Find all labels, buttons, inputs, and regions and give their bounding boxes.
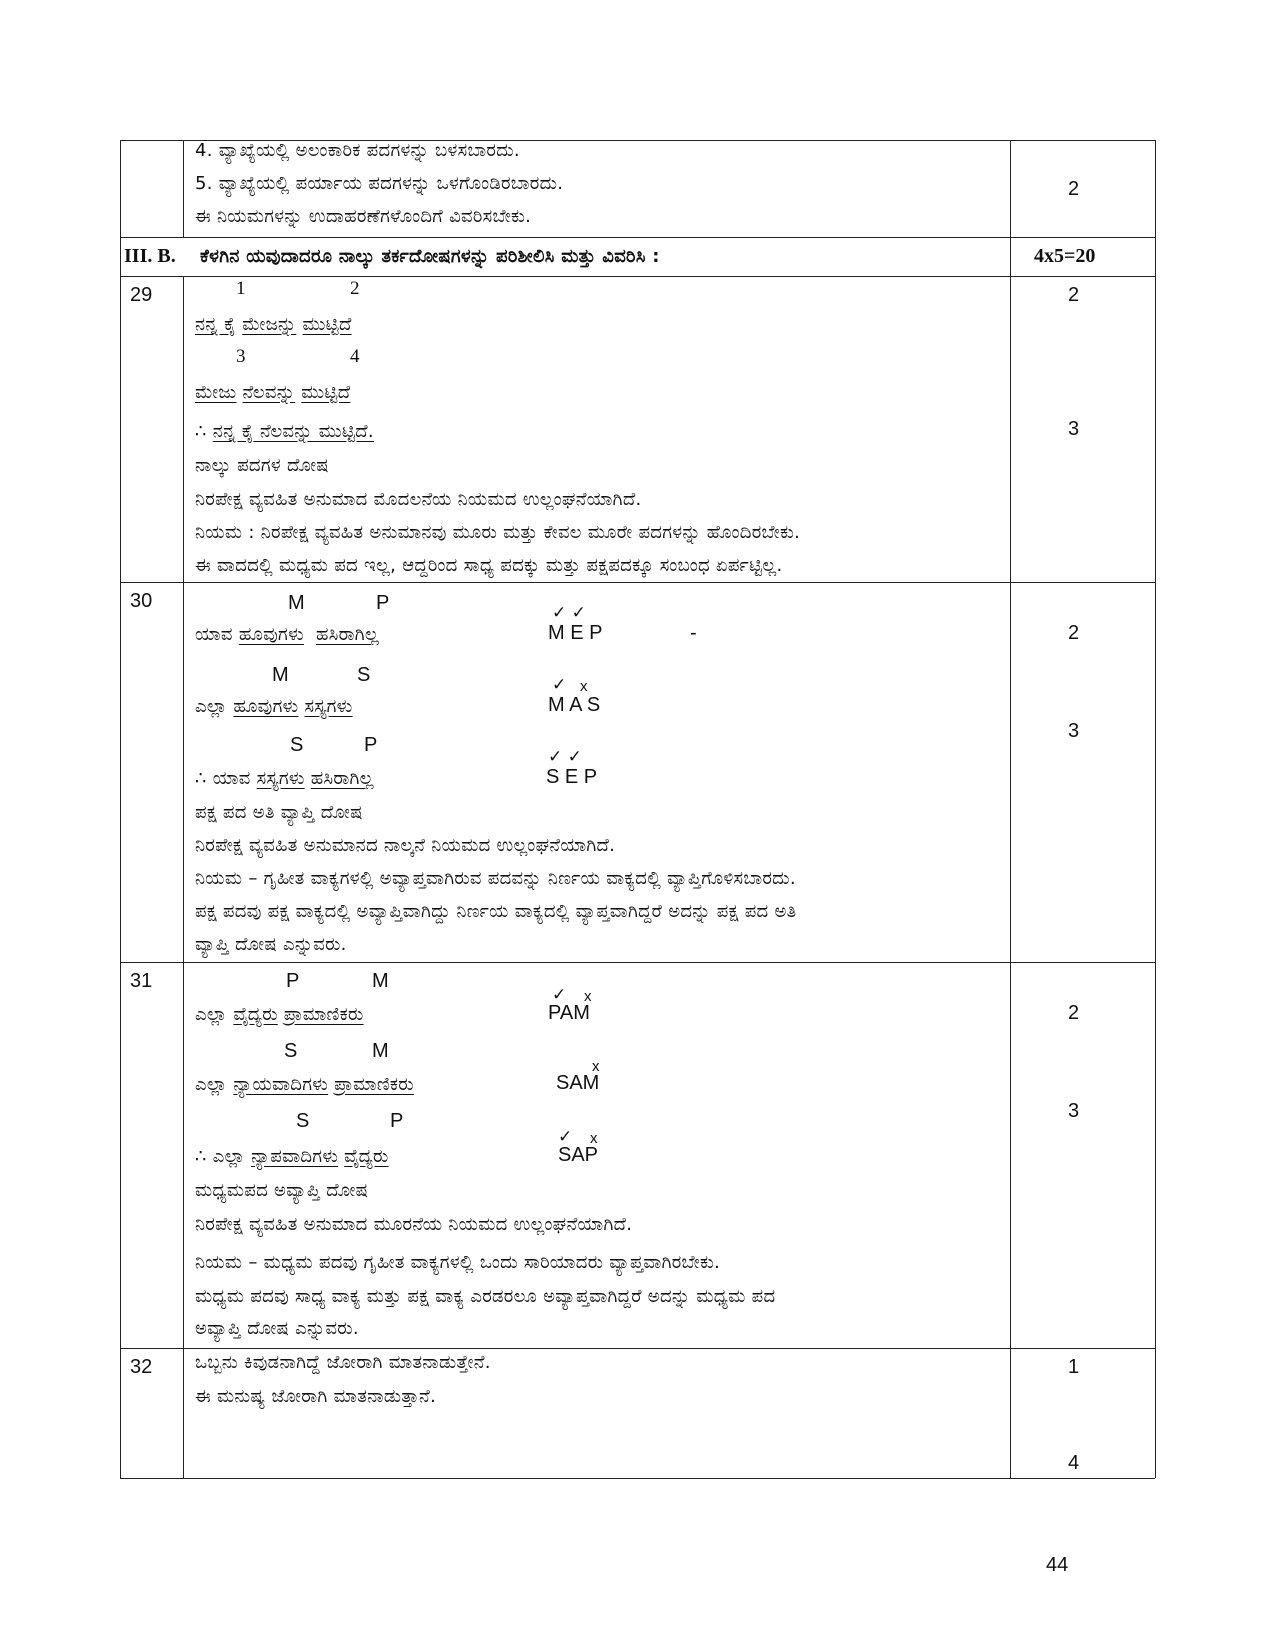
term-index: 4 [350,346,360,367]
marks: 3 [1068,720,1080,742]
proposition-form: SAM [556,1072,600,1094]
proposition-form: PAM [548,1002,590,1024]
premise-1: ಎಲ್ಲಾ ವೈದ್ಯರು ಪ್ರಾಮಾಣಿಕರು [195,1004,364,1025]
table-row-divider [120,962,1155,963]
rule-line-5: 5. ವ್ಯಾಖ್ಯೆಯಲ್ಲಿ ಪರ್ಯಾಯ ಪದಗಳನ್ನು ಒಳಗೊಂಡಿರಬಾರದು. [195,173,564,194]
term-letter: P [376,592,390,614]
question-number-31: 31 [130,970,153,992]
table-row-divider [120,276,1155,277]
rule-violation: ನಿರಪೇಕ್ಷ ವ್ಯವಹಿತ ಅನುಮಾದ ಮೂರನೆಯ ನಿಯಮದ ಉಲ್ಲಂಘನೆಯಾಗಿದೆ. [195,1214,633,1235]
cross-icon: x [584,988,592,1005]
fallacy-name: ನಾಲ್ಕು ಪದಗಳ ದೋಷ [195,455,329,476]
cross-icon: x [580,678,588,695]
marks: 4 [1068,1452,1080,1474]
marks: 2 [1068,622,1080,644]
rule-line-4: 4. ವ್ಯಾಖ್ಯೆಯಲ್ಲಿ ಅಲಂಕಾರಿಕ ಪದಗಳನ್ನು ಬಳಸಬಾರದು. [195,140,520,161]
rule-explanation: ಈ ವಾದದಲ್ಲಿ ಮಧ್ಯಮ ಪದ ಇಲ್ಲ, ಆದ್ದರಿಂದ ಸಾಧ್ಯ ಪದಕ್ಕು ಮತ್ತು ಪಕ್ಷಪದಕ್ಕೂ ಸಂಬಂಧ ಏರ್ಪಟ್ಟಿಲ್ಲ. [195,555,783,576]
marks: 3 [1068,418,1080,440]
section-label: III. B. [124,245,176,267]
rule-explanation-cont: ವ್ಯಾಪ್ತಿ ದೋಷ ಎನ್ನುವರು. [195,934,347,955]
rule-explanation: ಮಧ್ಯಮ ಪದವು ಸಾಧ್ಯ ವಾಕ್ಯ ಮತ್ತು ಪಕ್ಷ ವಾಕ್ಯ ಎರಡರಲೂ ಅವ್ಯಾಪ್ತವಾಗಿದ್ದರೆ ಅದನ್ನು ಮಧ್ಯಮ ಪದ [195,1286,776,1307]
marks-top-block: 2 [1068,178,1080,200]
proposition-form: M E P [548,622,603,644]
term-index: 1 [236,278,246,299]
question-number-29: 29 [130,284,153,306]
rule-explanation-cont: ಅವ್ಯಾಪ್ತಿ ದೋಷ ಎನ್ನುವರು. [195,1318,359,1339]
premise-2: ಎಲ್ಲಾ ಹೂವುಗಳು ಸಸ್ಯಗಳು [195,696,353,717]
proposition-form: SAP [558,1144,599,1166]
section-marks: 4x5=20 [1034,245,1096,267]
term-index: 2 [350,278,360,299]
term-letter: S [296,1110,310,1132]
term-letter: S [284,1040,298,1062]
term-letter: P [390,1110,404,1132]
cross-icon: x [590,1130,598,1147]
term-letter: M [288,592,305,614]
conclusion: ∴ ನನ್ನ ಕೈ ನೆಲವನ್ನು ಮುಟ್ಟಿದೆ. [195,421,374,442]
check-icon: ✓ [558,1127,573,1147]
table-row-divider [120,1348,1155,1349]
statement-2: ಈ ಮನುಷ್ಯ ಜೋರಾಗಿ ಮಾತನಾಡುತ್ತಾನೆ. [195,1386,437,1407]
table-row-divider [120,582,1155,583]
rule-violation: ನಿರಪೇಕ್ಷ ವ್ಯವಹಿತ ಅನುಮಾನದ ನಾಲ್ಕನೆ ನಿಯಮದ ಉಲ್ಲಂಘನೆಯಾಗಿದೆ. [195,835,616,856]
table-border-right [1155,140,1156,1478]
cross-icon: x [592,1058,600,1075]
check-icon: ✓ ✓ [548,747,582,767]
table-col-divider [183,276,184,1478]
marks: 1 [1068,1356,1080,1378]
table-border-left [120,140,121,1478]
check-icon: ✓ [552,985,567,1005]
check-icon: ✓ ✓ [552,603,586,623]
term-letter: P [286,970,300,992]
rule-statement: ನಿಯಮ – ಮಧ್ಯಮ ಪದವು ಗೃಹೀತ ವಾಕ್ಯಗಳಲ್ಲಿ ಒಂದು ಸಾರಿಯಾದರು ವ್ಯಾಪ್ತವಾಗಿರಬೇಕು. [195,1252,721,1273]
conclusion: ∴ ಯಾವ ಸಸ್ಯಗಳು ಹಸಿರಾಗಿಲ್ಲ [195,768,374,789]
table-col-divider [1010,140,1011,1478]
page-number: 44 [1046,1554,1069,1576]
check-icon: ✓ [552,675,567,695]
premise-1: ನನ್ನ ಕೈ ಮೇಜನ್ನು ಮುಟ್ಟಿದೆ [195,314,352,335]
term-letter: S [290,734,304,756]
question-number-30: 30 [130,590,153,612]
table-border-bottom [120,1478,1155,1479]
rule-violation: ನಿರಪೇಕ್ಷ ವ್ಯವಹಿತ ಅನುಮಾದ ಮೊದಲನೆಯ ನಿಯಮದ ಉಲ್ಲಂಘನೆಯಾಗಿದೆ. [195,489,642,510]
premise-2: ಮೇಜು ನೆಲವನ್ನು ಮುಟ್ಟಿದೆ [195,382,351,403]
term-letter: M [272,664,289,686]
fallacy-name: ಪಕ್ಷ ಪದ ಅತಿ ವ್ಯಾಪ್ತಿ ದೋಷ [195,802,363,823]
conclusion: ∴ ಎಲ್ಲಾ ನ್ಯಾಪವಾದಿಗಳು ವೈದ್ಯರು [195,1146,389,1167]
fallacy-name: ಮಧ್ಯಮಪದ ಅವ್ಯಾಪ್ತಿ ದೋಷ [195,1180,369,1201]
dash: - [690,622,697,644]
rule-statement: ನಿಯಮ : ನಿರಪೇಕ್ಷ ವ್ಯವಹಿತ ಅನುಮಾನವು ಮೂರು ಮತ್ತು ಕೇವಲ ಮೂರೇ ಪದಗಳನ್ನು ಹೊಂದಿರಬೇಕು. [195,522,801,543]
premise-2: ಎಲ್ಲಾ ನ್ಯಾಯವಾದಿಗಳು ಪ್ರಾಮಾಣಿಕರು [195,1074,414,1095]
table-col-divider [183,140,184,237]
term-letter: P [364,734,378,756]
term-letter: M [372,970,389,992]
term-letter: M [372,1040,389,1062]
marks: 2 [1068,284,1080,306]
statement-1: ಒಬ್ಬನು ಕಿವುಡನಾಗಿದ್ದೆ ಜೋರಾಗಿ ಮಾತನಾಡುತ್ತೇನೆ. [195,1352,491,1373]
proposition-form: M A S [548,694,601,716]
term-index: 3 [236,346,246,367]
rule-line-explain: ಈ ನಿಯಮಗಳನ್ನು ಉದಾಹರಣೆಗಳೊಂದಿಗೆ ವಿವರಿಸಬೇಕು. [195,206,532,227]
table-row-divider [120,237,1155,238]
rule-explanation: ಪಕ್ಷ ಪದವು ಪಕ್ಷ ವಾಕ್ಯದಲ್ಲಿ ಅವ್ಯಾಪ್ತಿವಾಗಿದ್ದು ನಿರ್ಣಯ ವಾಕ್ಯದಲ್ಲಿ ವ್ಯಾಪ್ತವಾಗಿದ್ದರೆ ಅದನ್ನು ಪಕ್ಷ ಪದ ಅತಿ [195,901,797,922]
marks: 2 [1068,1002,1080,1024]
question-number-32: 32 [130,1356,153,1378]
rule-statement: ನಿಯಮ – ಗೃಹೀತ ವಾಕ್ಯಗಳಲ್ಲಿ ಅವ್ಯಾಪ್ತವಾಗಿರುವ ಪದವನ್ನು ನಿರ್ಣಯ ವಾಕ್ಯದಲ್ಲಿ ವ್ಯಾಪ್ತಿಗೊಳಿಸಬಾರದು. [195,868,796,889]
section-instruction: ಕೆಳಗಿನ ಯವುದಾದರೂ ನಾಲ್ಕು ತರ್ಕದೋಷಗಳನ್ನು ಪರಿಶೀಲಿಸಿ ಮತ್ತು ವಿವರಿಸಿ : [200,246,660,267]
marks: 3 [1068,1100,1080,1122]
premise-1: ಯಾವ ಹೂವುಗಳು ಹಸಿರಾಗಿಲ್ಲ [195,624,380,645]
proposition-form: S E P [546,766,598,788]
term-letter: S [357,664,371,686]
